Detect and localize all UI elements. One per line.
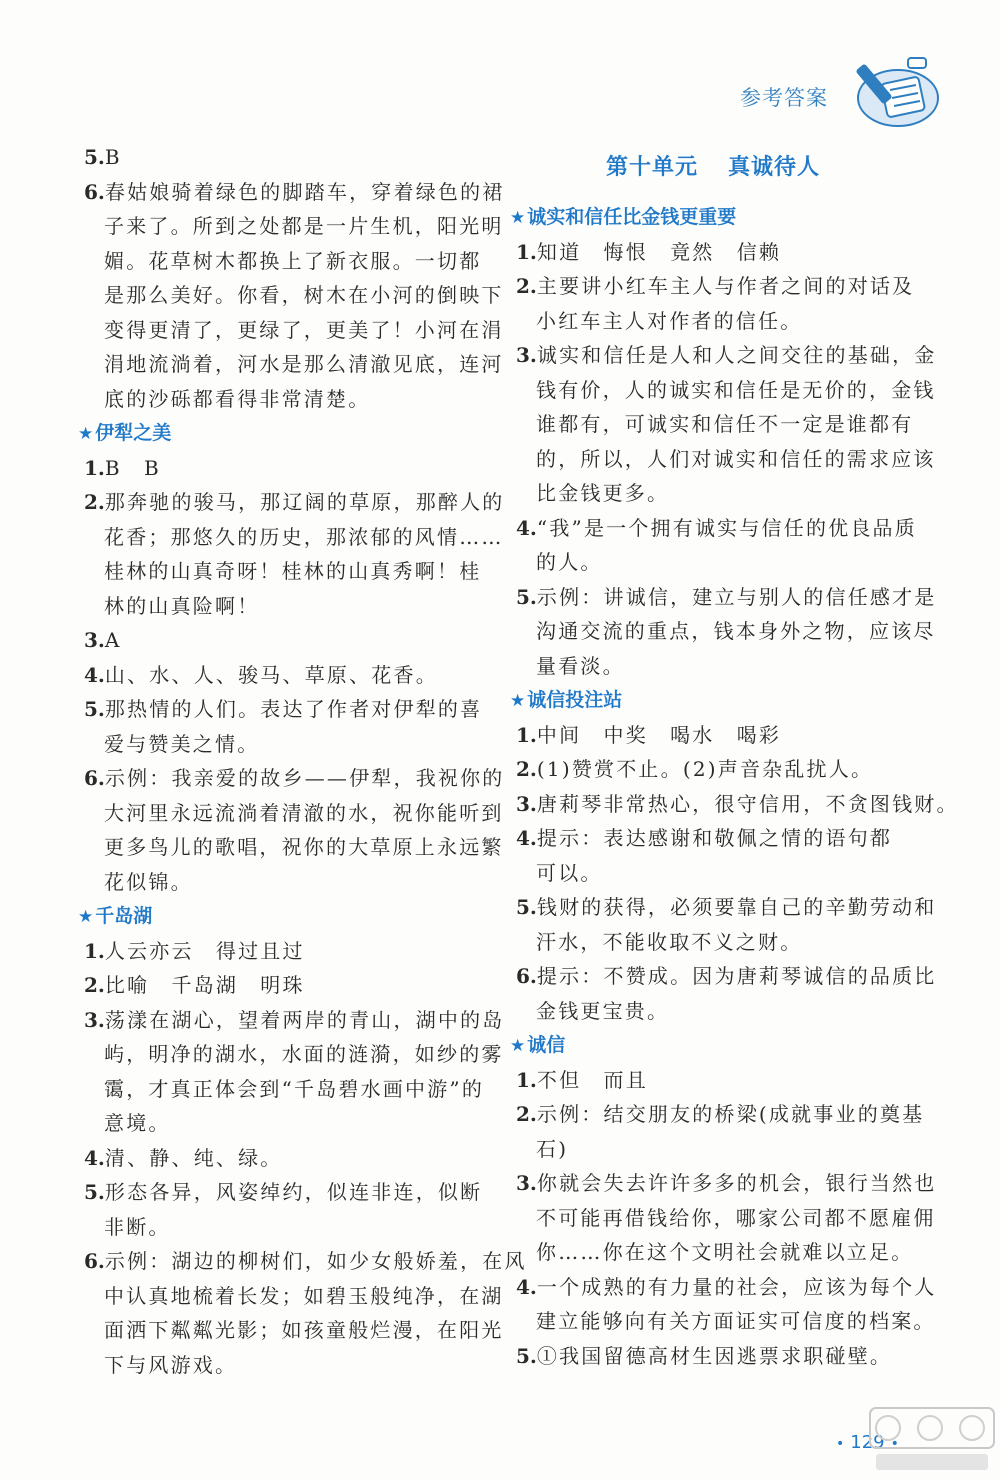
answer-text: 春姑娘骑着绿色的脚踏车，穿着绿色的裙 [104,179,505,204]
notebook-pen-icon [848,52,940,130]
answer-number: 5. [516,1343,537,1368]
answer-continuation [516,614,936,649]
answer-text: 可以。 [536,860,603,885]
unit-title [516,140,910,200]
answer-continuation [84,1313,504,1348]
answer-item [84,968,484,1003]
answer-text: 一个成熟的有力量的社会，应该为每个人 [536,1274,937,1299]
answer-number: 6. [516,964,537,988]
answer-item [516,1339,910,1374]
answer-text: 示例：讲诚信，建立与别人的信任感才是 [536,584,937,609]
star-icon: ★ [78,424,94,444]
answer-text: 建立能够向有关方面证实可信度的档案。 [536,1309,936,1333]
answer-text: 诚实和信任是人和人之间交往的基础，金 [536,343,937,367]
page-number-value: 129 [850,1432,885,1453]
answer-text: 金钱更宝贵。 [536,998,670,1023]
answer-number: 5. [84,1180,105,1204]
star-icon: ★ [510,691,526,711]
answer-item [516,269,915,304]
answer-item [84,934,484,969]
answer-number: 1. [516,722,537,747]
answer-text: 唐莉琴非常热心，很守信用，不贪图钱财。 [536,791,959,816]
answer-text: 的人。 [536,550,603,574]
answer-text: 桂林的山真奇呀！桂林的山真秀啊！桂 [104,559,482,583]
answer-text: 你……你在这个文明社会就难以立足。 [536,1240,914,1264]
answer-text: 那奔驰的骏马，那辽阔的草原，那醉人的 [104,490,505,514]
answer-continuation [84,1210,484,1245]
answer-number: 1. [84,938,105,963]
answer-item [516,718,910,753]
answer-item [84,1003,505,1038]
answer-text: 子来了。所到之处都是一片生机，阳光明 [104,214,504,238]
answer-item [84,692,484,727]
answer-continuation [516,407,914,442]
answer-text: 底的沙砾都看得非常清楚。 [104,386,371,411]
answer-continuation [516,304,910,339]
answer-continuation [516,545,910,580]
answer-item [516,338,937,373]
answer-item [516,1097,925,1132]
left-column [78,140,527,1382]
section-title: 诚信投注站 [527,689,623,711]
answer-text: A [104,628,122,652]
answer-number: 2. [516,274,537,298]
answer-text: 提示：表达感谢和敬佩之情的语句都 [536,826,893,850]
answer-number: 2. [84,490,105,514]
answer-continuation [84,1348,484,1383]
answer-item [84,140,484,175]
answer-text: 媚。花草树木都换上了新衣服。一切都 [104,248,482,273]
unit-name: 真诚待人 [728,155,821,180]
answer-continuation [84,209,504,244]
section-title: 诚实和信任比金钱更重要 [527,206,737,228]
answer-continuation [84,313,504,348]
answer-continuation [516,856,910,891]
answer-number: 3. [516,1171,537,1195]
answer-text: 意境。 [104,1111,171,1135]
answer-item [84,623,484,658]
answer-text: 汗水，不能收取不义之财。 [536,929,803,954]
page-number: • 129 • [836,1432,899,1453]
answer-item [516,1166,937,1201]
answer-text: 面洒下粼粼光影；如孩童般烂漫，在阳光 [104,1318,504,1342]
answer-continuation [84,382,484,417]
section-title: 诚信 [527,1034,566,1056]
answer-number: 3. [84,628,105,652]
answer-number: 3. [516,791,537,816]
answer-number: 1. [516,1067,537,1092]
answer-item [84,485,505,520]
answer-text: 钱有价，人的诚实和信任是无价的，金钱 [536,377,936,402]
answer-text: 的，所以，人们对诚实和信任的需求应该 [536,446,936,471]
answer-number: 5. [84,145,105,169]
answer-number: 3. [84,1007,105,1032]
answer-text: 示例：我亲爱的故乡——伊犁，我祝你的 [104,766,505,790]
answer-text: ①我国留德高材生因逃票求职碰壁。 [536,1343,893,1368]
section-title: 千岛湖 [95,905,153,927]
answer-text: 提示：不赞成。因为唐莉琴诚信的品质比 [536,964,937,988]
answer-continuation [84,554,484,589]
answer-item [516,821,910,856]
answer-number: 4. [84,662,105,687]
answer-item [516,890,937,925]
answer-text: 花香；那悠久的历史，那浓郁的风情…… [104,524,504,549]
section-heading [510,683,910,718]
answer-text: 比喻 千岛湖 明珠 [104,973,305,997]
answer-continuation [516,1235,914,1270]
answer-continuation [84,1279,504,1314]
answer-text: 屿，明净的湖水，水面的涟漪，如纱的雾 [104,1042,504,1066]
answer-number: 6. [84,179,105,204]
answer-item [84,1141,484,1176]
unit-number: 第十单元 [605,155,698,180]
answer-text: 形态各异，风姿绰约，似连非连，似断 [104,1180,483,1204]
answer-text: 你就会失去许许多多的机会，银行当然也 [536,1171,937,1195]
answer-number: 6. [84,766,105,790]
answer-text: 涓地流淌着，河水是那么清澈见底，连河 [104,352,504,376]
answer-continuation [84,830,504,865]
answer-text: 中认真地梳着长发；如碧玉般纯净，在湖 [104,1283,504,1308]
answer-item [84,1244,527,1279]
answer-text: 示例：结交朋友的桥梁(成就事业的奠基 [536,1102,925,1126]
answer-text: 主要讲小红车主人与作者之间的对话及 [536,274,915,298]
section-heading [78,416,484,451]
answer-number: 3. [516,343,537,367]
watermark-logo [868,1406,996,1476]
answer-item [84,175,505,210]
answer-continuation [516,442,936,477]
answer-continuation [84,865,484,900]
star-icon: ★ [78,907,94,927]
section-title: 伊犁之美 [95,422,172,444]
answer-item [516,959,937,994]
answer-continuation [84,520,504,555]
answer-text: 量看淡。 [536,653,625,678]
answer-continuation [516,925,910,960]
answer-number: 5. [516,895,537,919]
answer-text: 比金钱更多。 [536,481,670,505]
answer-continuation [516,1201,936,1236]
answer-continuation [84,347,504,382]
answer-text: 人云亦云 得过且过 [104,938,305,963]
answer-number: 5. [84,697,105,721]
answer-item [84,761,505,796]
answer-continuation [84,1106,484,1141]
answer-number: 4. [84,1145,105,1170]
answer-number: 1. [516,239,537,264]
answer-text: 清、静、纯、绿。 [104,1145,283,1170]
answer-continuation [84,278,504,313]
answer-number: 4. [516,515,537,540]
answer-text: 霭，才真正体会到“千岛碧水画中游”的 [104,1076,485,1101]
answer-text: 爱与赞美之情。 [104,731,260,756]
answer-text: 山、水、人、骏马、草原、花香。 [104,662,438,687]
answer-continuation [84,244,484,279]
answer-text: (1)赞赏不止。(2)声音杂乱扰人。 [536,757,874,781]
header-badge [740,52,940,132]
answer-continuation [84,1037,504,1072]
answer-text: 荡漾在湖心，望着两岸的青山，湖中的岛 [104,1007,505,1032]
answer-text: 示例：湖边的柳树们，如少女般娇羞，在风 [104,1249,527,1273]
answer-text: 是那么美好。你看，树木在小河的倒映下 [104,283,504,307]
answer-text: 小红车主人对作者的信任。 [536,308,803,333]
answer-text: 石) [536,1136,569,1161]
answer-text: “我”是一个拥有诚实与信任的优良品质 [536,515,917,540]
answer-text: 非断。 [104,1214,171,1239]
answer-text: 知道 悔恨 竟然 信赖 [536,239,782,264]
answer-continuation [516,476,910,511]
section-heading [510,200,910,235]
answer-number: 4. [516,826,537,850]
answer-number: 2. [516,757,537,781]
answer-continuation [516,1132,910,1167]
answer-text: 那热情的人们。表达了作者对伊犁的喜 [104,697,483,721]
answer-number: 6. [84,1249,105,1273]
answer-item [516,1063,910,1098]
answer-item [516,580,937,615]
answer-continuation [516,1304,936,1339]
star-icon: ★ [510,1036,526,1056]
answer-text: 不但 而且 [536,1067,648,1092]
answer-item [516,787,959,822]
answer-item [516,511,917,546]
answer-text: B [104,145,122,169]
answer-text: 花似锦。 [104,869,193,894]
answer-text: 钱财的获得，必须要靠自己的辛勤劳动和 [536,895,937,919]
answer-text: 变得更清了，更绿了，更美了！小河在涓 [104,317,504,342]
answer-item [516,1270,937,1305]
answer-continuation [84,589,484,624]
answer-item [84,1175,484,1210]
answer-number: 2. [84,973,105,997]
answer-continuation [516,649,910,684]
answer-text: 谁都有，可诚实和信任不一定是谁都有 [536,412,914,436]
section-heading [78,899,484,934]
answer-text: 更多鸟儿的歌唱，祝你的大草原上永远繁 [104,835,504,859]
star-icon: ★ [510,208,526,228]
answer-item [84,658,484,693]
answer-item [516,235,910,270]
answer-continuation [84,796,504,831]
answer-text: 沟通交流的重点，钱本身外之物，应该尽 [536,619,936,643]
answer-number: 1. [84,455,105,480]
answer-continuation [84,727,484,762]
answer-text: 下与风游戏。 [104,1352,238,1377]
answer-text: 中间 中奖 喝水 喝彩 [536,722,782,747]
answer-text: 林的山真险啊！ [104,593,260,618]
answer-text: 不可能再借钱给你，哪家公司都不愿雇佣 [536,1205,936,1230]
answer-text: 大河里永远流淌着清澈的水，祝你能听到 [104,800,504,825]
answer-continuation [516,994,910,1029]
answer-continuation [516,373,936,408]
answer-item [516,752,910,787]
section-heading [510,1028,910,1063]
answer-continuation [84,1072,484,1107]
answer-number: 5. [516,584,537,609]
answer-number: 4. [516,1274,537,1299]
answer-number: 2. [516,1102,537,1126]
right-column [510,140,959,1373]
answer-text: B B [104,455,161,480]
answer-item [84,451,484,486]
header-label: 参考答案 [740,86,828,110]
